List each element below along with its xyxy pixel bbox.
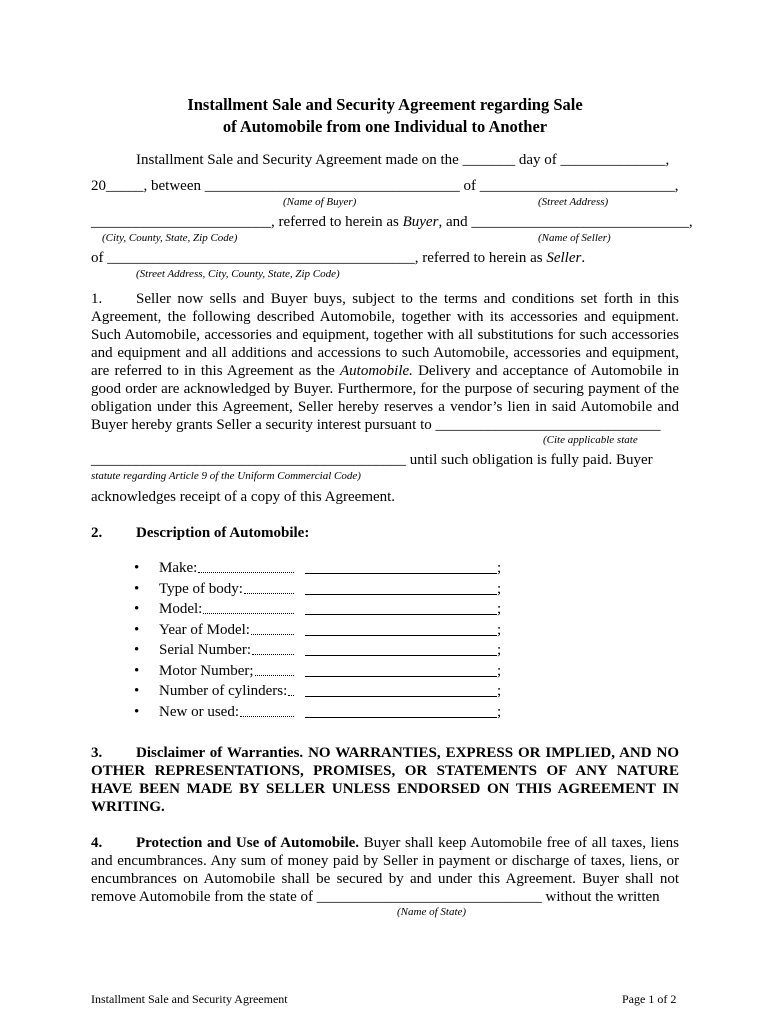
intro-line-4: of _________________________________________, referred to herein as Seller. xyxy=(91,250,586,266)
description-item-label: Make: xyxy=(159,560,198,576)
item-terminator: ; xyxy=(497,601,502,617)
item-terminator: ; xyxy=(497,703,502,720)
intro-line-3: ________________________, referred to herein as Buyer, and _____________________________, xyxy=(91,214,693,230)
bullet-icon: • xyxy=(134,662,140,679)
section-3-paragraph: 3. Disclaimer of Warranties. NO WARRANTIES, EXPRESS OR IMPLIED, AND NO OTHER REPRESENTATIONS, PROMISES, OR STATEMENTS OF ANY NATURE HAVE BEEN MADE BY SELLER UNLESS ENDORSED ON THIS AGREEMENT IN WRITING. xyxy=(91,745,679,815)
description-item-label: Number of cylinders: xyxy=(159,683,288,699)
document-title-line-1: Installment Sale and Security Agreement regarding Sale xyxy=(187,95,583,114)
item-terminator: ; xyxy=(497,580,502,597)
blank-fill-line xyxy=(305,696,497,697)
bullet-icon: • xyxy=(134,560,140,576)
caption-name-of-state: (Name of State) xyxy=(397,906,467,918)
description-item-label: Model: xyxy=(159,601,203,617)
caption-cite-state: (Cite applicable state xyxy=(543,434,638,446)
dotted-leader xyxy=(288,695,294,696)
intro-line-1: Installment Sale and Security Agreement made on the _______ day of ______________, xyxy=(136,152,670,168)
description-item xyxy=(134,558,534,579)
bullet-icon: • xyxy=(134,703,140,720)
item-terminator: ; xyxy=(497,560,502,576)
automobile-description-list xyxy=(134,558,534,722)
description-item xyxy=(134,620,534,641)
dotted-leader xyxy=(252,654,294,655)
bullet-icon: • xyxy=(134,683,140,699)
bullet-icon: • xyxy=(134,642,140,658)
bullet-icon: • xyxy=(134,601,140,617)
blank-fill-line xyxy=(305,717,497,718)
item-terminator: ; xyxy=(497,621,502,638)
description-item xyxy=(134,599,534,620)
description-item xyxy=(134,702,534,723)
item-terminator: ; xyxy=(497,642,502,658)
caption-street-address: (Street Address) xyxy=(538,196,609,208)
dotted-leader xyxy=(240,716,294,717)
section-2-heading: 2. Description of Automobile: xyxy=(91,525,310,541)
blank-fill-line xyxy=(305,614,497,615)
description-item xyxy=(134,661,534,682)
description-item-label: New or used: xyxy=(159,703,239,720)
dotted-leader xyxy=(203,613,294,614)
blank-fill-line xyxy=(305,594,497,595)
blank-fill-line xyxy=(305,655,497,656)
caption-city-county-state-zip: (City, County, State, Zip Code) xyxy=(102,232,238,244)
description-item xyxy=(134,681,534,702)
footer-document-title: Installment Sale and Security Agreement xyxy=(91,992,288,1006)
caption-seller-address: (Street Address, City, County, State, Zip Code) xyxy=(136,268,340,280)
dotted-leader xyxy=(255,675,294,676)
section-4-paragraph: 4. Protection and Use of Automobile. Buyer shall keep Automobile free of all taxes, liens and encumbrances. Any sum of money paid by Seller in payment or discharge of taxes, liens, or encumbrances on Automobile shall be secured by and under this Agreement. Buyer shall not remove Automobile from the state of ______________________________ without the written xyxy=(91,835,679,905)
item-terminator: ; xyxy=(497,662,502,679)
caption-statute-article-9: statute regarding Article 9 of the Uniform Commercial Code) xyxy=(91,470,361,482)
description-item-label: Type of body: xyxy=(159,580,243,597)
document-title-line-2: of Automobile from one Individual to Another xyxy=(222,117,548,136)
caption-name-of-buyer: (Name of Buyer) xyxy=(283,196,357,208)
description-item xyxy=(134,579,534,600)
description-item xyxy=(134,640,534,661)
section-1-paragraph: 1. Seller now sells and Buyer buys, subject to the terms and conditions set forth in this Agreement, the following described Automobile, together with its accessories and equipment. Such Automobile, accessories and equipment, together with all substitutions for such accessories and equipment and all additions and accessions to such Automobile, accessories and equipment, are referred to in this Agreement as the Automobile. Delivery and acceptance of Automobile in good order are acknowledged by Buyer. Furthermore, for the purpose of securing payment of the obligation under this Agreement, Seller hereby reserves a vendor’s lien in said Automobile and Buyer hereby grants Seller a security interest pursuant to ______________________________ xyxy=(91,291,680,433)
description-item-label: Year of Model: xyxy=(159,621,250,638)
blank-fill-line xyxy=(305,676,497,677)
section-1-statute-line: __________________________________________ until such obligation is fully paid. Buyer xyxy=(91,452,653,468)
blank-fill-line xyxy=(305,573,497,574)
caption-name-of-seller: (Name of Seller) xyxy=(538,232,611,244)
intro-line-2: 20_____, between __________________________________ of __________________________, xyxy=(91,178,679,194)
bullet-icon: • xyxy=(134,621,140,638)
section-1-acknowledgement: acknowledges receipt of a copy of this Agreement. xyxy=(91,489,396,505)
item-terminator: ; xyxy=(497,683,502,699)
description-item-label: Serial Number: xyxy=(159,642,252,658)
footer-page-number: Page 1 of 2 xyxy=(622,992,677,1006)
dotted-leader xyxy=(244,593,294,594)
description-item-label: Motor Number; xyxy=(159,662,254,679)
dotted-leader xyxy=(198,572,294,573)
dotted-leader xyxy=(251,634,294,635)
blank-fill-line xyxy=(305,635,497,636)
bullet-icon: • xyxy=(134,580,140,597)
